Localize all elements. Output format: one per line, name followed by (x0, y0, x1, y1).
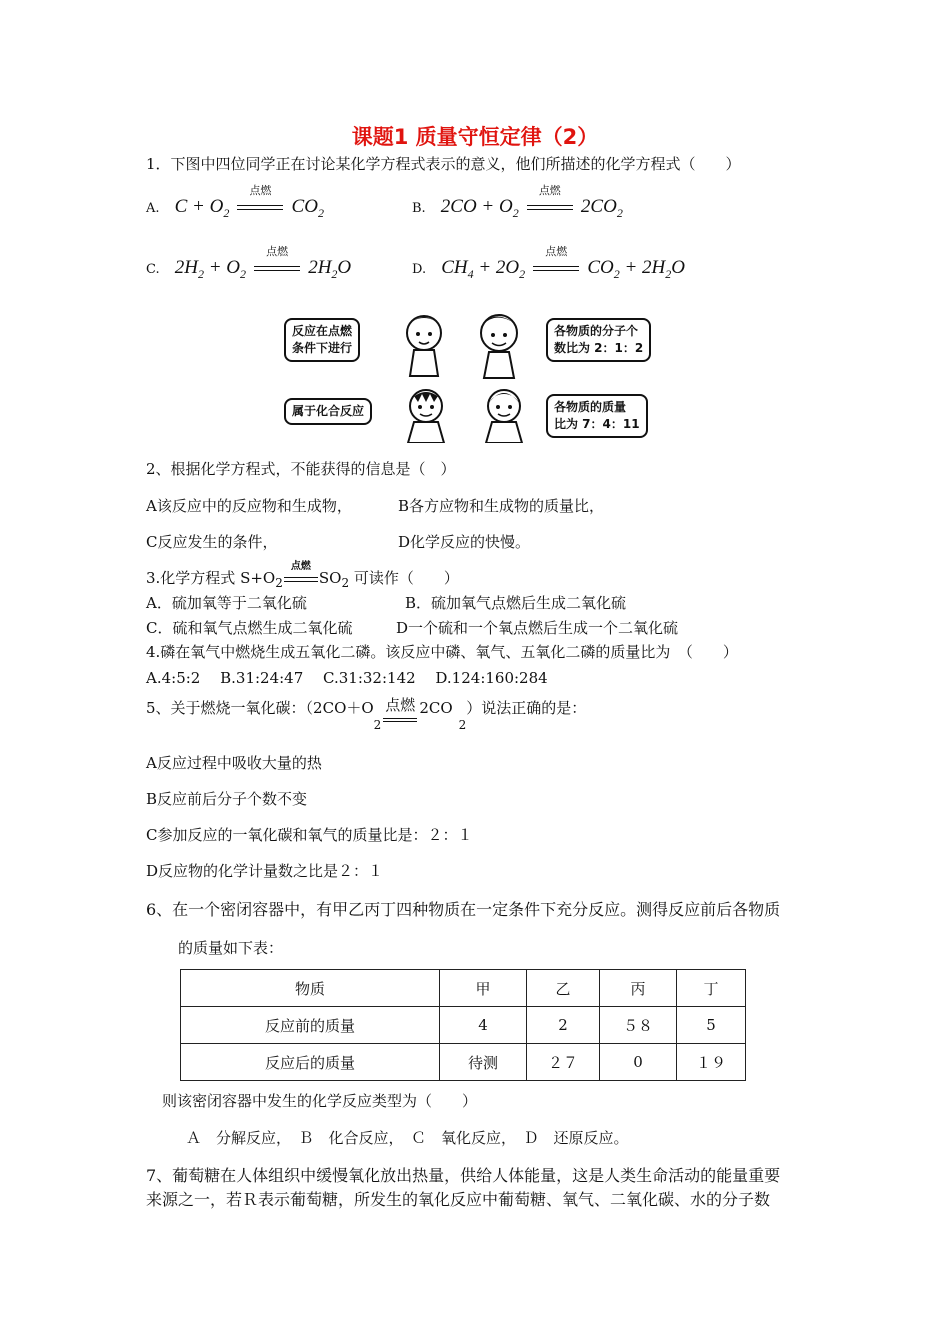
q5-option-d: D反应物的化学计量数之比是２：１ (146, 862, 384, 880)
q2-option-d: D化学反应的快慢。 (398, 533, 531, 551)
table-row (181, 1007, 746, 1044)
q1-option-a: A. $C + O_2$ 点燃 $CO_2$ (146, 184, 324, 220)
table-row (181, 1044, 746, 1081)
table-cell: 待测 (440, 1044, 527, 1081)
reaction-arrow: 点燃 (383, 696, 417, 722)
cartoon-figures-icon (394, 308, 554, 443)
q3-option-b: B．硫加氧气点燃后生成二氧化硫 (405, 594, 627, 612)
table-cell: ５８ (600, 1007, 677, 1044)
q4-options: A.4:5:2 B.31:24:47 C.31:32:142 D.124:160:284 (146, 669, 548, 687)
q1-option-c: C. $2H_2 + O_2$ 点燃 $2H_2O$ (146, 245, 352, 281)
q1-option-d: D. $CH_4 + 2O_2$ 点燃 $CO_2 + 2H_2O$ (412, 245, 686, 281)
q3-option-a: A．硫加氧等于二氧化硫 (146, 594, 307, 612)
reaction-arrow: 点燃 (284, 569, 318, 587)
q6-stem-line2: 的质量如下表： (178, 939, 284, 957)
q5-option-b: B反应前后分子个数不变 (146, 790, 308, 808)
page-title: 课题1 质量守恒定律（2） (351, 125, 599, 149)
table-cell: 乙 (527, 970, 600, 1007)
q1-stem: 1．下图中四位同学正在讨论某化学方程式表示的意义，他们所描述的化学方程式（ ） (146, 155, 741, 173)
table-cell: 反应前的质量 (181, 1007, 440, 1044)
reaction-arrow: 点燃 (237, 197, 283, 216)
table-cell: 2 (527, 1007, 600, 1044)
q3-option-c: C．硫和氧气点燃生成二氧化硫 (146, 619, 353, 637)
q3-stem: 3.化学方程式 $S+O_2$ 点燃 $SO_2$ 可读作（ ） (146, 561, 459, 590)
speech-bubble-1: 反应在点燃 条件下进行 (284, 318, 360, 362)
reaction-arrow: 点燃 (254, 258, 300, 277)
speech-bubble-2: 各物质的分子个 数比为 2：1：2 (546, 318, 651, 362)
q7-line1: 7、葡萄糖在人体组织中缓慢氧化放出热量，供给人体能量，这是人类生命活动的能量重要 (146, 1166, 781, 1185)
q2-option-b: B各方应物和生成物的质量比， (398, 497, 605, 515)
option-letter: D. (412, 262, 427, 277)
reaction-arrow: 点燃 (533, 258, 579, 277)
q5-stem: 5、关于燃烧一氧化碳：（$2CO+O_2$ 点燃 $2CO_2$）说法正确的是： (146, 696, 587, 732)
option-letter: B. (412, 201, 426, 216)
q5-option-a: A反应过程中吸收大量的热 (146, 754, 322, 772)
q7-line2: 来源之一，若Ｒ表示葡萄糖，所发生的氧化反应中葡萄糖、氧气、二氧化碳、水的分子数 (146, 1190, 771, 1209)
table-cell: 甲 (440, 970, 527, 1007)
q5-option-c: C参加反应的一氧化碳和氧气的质量比是：２：１ (146, 826, 473, 844)
table-cell: 丁 (677, 970, 746, 1007)
q6-question: 则该密闭容器中发生的化学反应类型为（ ） (162, 1092, 478, 1110)
students-illustration (284, 308, 676, 443)
option-letter: C. (146, 262, 160, 277)
speech-bubble-3: 属于化合反应 (284, 398, 372, 425)
q6-options: Ａ 分解反应， Ｂ 化合反应， Ｃ 氧化反应， Ｄ 还原反应。 (186, 1129, 629, 1147)
table-cell: ２７ (527, 1044, 600, 1081)
reaction-arrow: 点燃 (527, 197, 573, 216)
mass-table (180, 969, 746, 1081)
q2-option-c: C反应发生的条件， (146, 533, 278, 551)
q2-stem: 2、根据化学方程式，不能获得的信息是（ ） (146, 460, 456, 478)
table-cell: 丙 (600, 970, 677, 1007)
table-cell: 0 (600, 1044, 677, 1081)
speech-bubble-4: 各物质的质量 比为 7：4：11 (546, 394, 648, 438)
table-cell: 4 (440, 1007, 527, 1044)
table-row (181, 970, 746, 1007)
option-letter: A. (146, 201, 160, 216)
table-cell: 反应后的质量 (181, 1044, 440, 1081)
table-cell: 物质 (181, 970, 440, 1007)
table-cell: 5 (677, 1007, 746, 1044)
q1-option-b: B. $2CO + O_2$ 点燃 $2CO_2$ (412, 184, 623, 220)
q3-option-d: D一个硫和一个氧点燃后生成一个二氧化硫 (396, 619, 679, 637)
q4-stem: 4.磷在氧气中燃烧生成五氧化二磷。该反应中磷、氧气、五氧化二磷的质量比为 （ ） (146, 643, 738, 661)
q2-option-a: A该反应中的反应物和生成物， (146, 497, 352, 515)
table-cell: １９ (677, 1044, 746, 1081)
q6-stem-line1: 6、在一个密闭容器中，有甲乙丙丁四种物质在一定条件下充分反应。测得反应前后各物质 (146, 900, 781, 919)
